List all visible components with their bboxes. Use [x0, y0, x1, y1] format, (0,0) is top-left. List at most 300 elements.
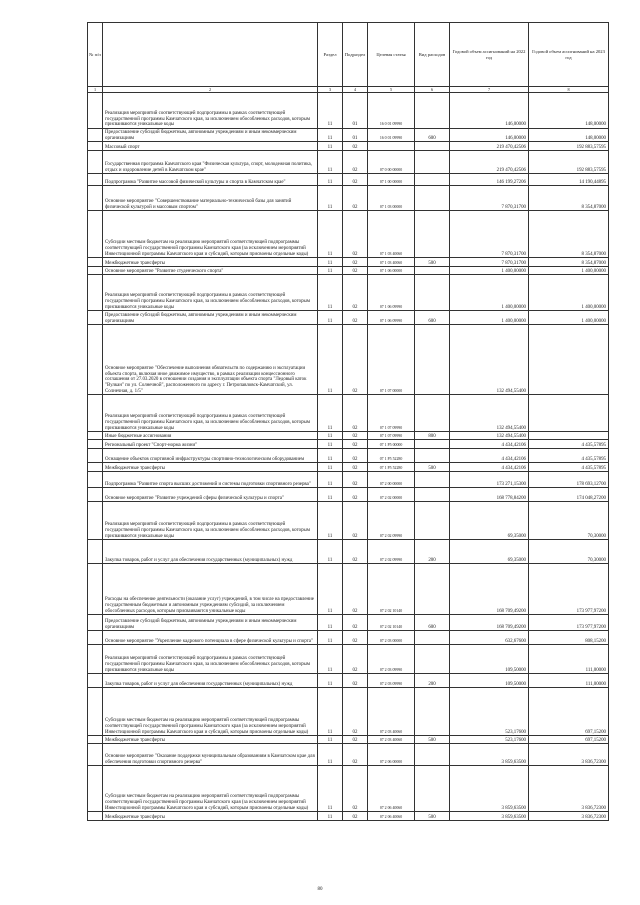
- table-row: [88, 736, 609, 744]
- row-razdel: 11: [318, 736, 343, 744]
- row-vr: 500: [415, 258, 450, 267]
- table-row: [88, 645, 609, 674]
- row-vr: 200: [415, 674, 450, 688]
- row-name: Предоставление субсидий бюджетным, автономным учреждениям и иным некоммерческим организациям: [103, 615, 318, 631]
- row-razdel: 11: [318, 174, 343, 186]
- row-value-2023: 192 883,57595: [529, 151, 609, 174]
- row-razdel: 11: [318, 186, 343, 211]
- row-vr: [415, 174, 450, 186]
- row-razdel: 11: [318, 540, 343, 564]
- row-vr: 500: [415, 736, 450, 744]
- row-number: [88, 564, 103, 615]
- row-podrazdel: 02: [343, 432, 368, 440]
- row-value-2022: 4 434,42106: [450, 440, 529, 449]
- table-row: [88, 631, 609, 645]
- row-value-2023: 8 354,87000: [529, 186, 609, 211]
- row-podrazdel: 02: [343, 463, 368, 472]
- row-podrazdel: 02: [343, 631, 368, 645]
- row-value-2023: 173 977,97200: [529, 615, 609, 631]
- row-vr: 600: [415, 129, 450, 142]
- row-name: Расходы на обеспечение деятельности (оказание услуг) учреждений, в том числе на предоставление государственным бюджетным и автономным учреждениям субсидий, за исключением обособленных расходов, которым присваиваются уникальные коды: [103, 564, 318, 615]
- table-row: [88, 502, 609, 540]
- row-razdel: 11: [318, 267, 343, 275]
- row-razdel: 11: [318, 449, 343, 463]
- row-number: [88, 449, 103, 463]
- row-podrazdel: 02: [343, 688, 368, 736]
- row-name: Предоставление субсидий бюджетным, автономным учреждениям и иным некоммерческим организациям: [103, 129, 318, 142]
- row-name: Реализация мероприятий соответствующей подпрограммы в рамках соответствующей государственной программы Камчатского края, за исключением обособленных расходов, которым присваиваются уникальные коды: [103, 93, 318, 129]
- column-number: 6: [415, 87, 450, 93]
- row-razdel: 11: [318, 502, 343, 540]
- row-razdel: 11: [318, 631, 343, 645]
- header-2023: Годовой объем ассигнований на 2023 год: [529, 23, 609, 87]
- table-row: [88, 674, 609, 688]
- row-razdel: 11: [318, 488, 343, 502]
- row-number: [88, 766, 103, 812]
- row-razdel: 11: [318, 129, 343, 142]
- row-vr: 200: [415, 540, 450, 564]
- row-number: [88, 211, 103, 258]
- row-name: Закупка товаров, работ и услуг для обеспечения государственных (муниципальных) нужд: [103, 674, 318, 688]
- column-number: 7: [450, 87, 529, 93]
- row-vr: [415, 766, 450, 812]
- row-value-2022: 1 400,00000: [450, 267, 529, 275]
- row-csr: 07 2 03 40060: [368, 688, 415, 736]
- row-value-2022: 173 271,15300: [450, 472, 529, 488]
- row-podrazdel: 02: [343, 615, 368, 631]
- table-row: [88, 174, 609, 186]
- row-razdel: 11: [318, 564, 343, 615]
- row-vr: [415, 564, 450, 615]
- row-podrazdel: 02: [343, 812, 368, 821]
- table-row: [88, 688, 609, 736]
- row-value-2023: 14 190,44895: [529, 174, 609, 186]
- row-value-2023: 4 435,57895: [529, 440, 609, 449]
- row-csr: 16 0 01 09990: [368, 129, 415, 142]
- header-2022: Годовой объем ассигнований на 2022 год: [450, 23, 529, 87]
- table-row: [88, 129, 609, 142]
- column-number: 5: [368, 87, 415, 93]
- row-value-2023: 111,00000: [529, 674, 609, 688]
- row-value-2022: 1 400,00000: [450, 311, 529, 325]
- page-number: 80: [317, 887, 323, 892]
- row-csr: 07 1 07 09990: [368, 432, 415, 440]
- column-number: 2: [103, 87, 318, 93]
- row-name: Основное мероприятие "Обеспечение выполнения обязательств по содержанию и эксплуатации объекта спорта, включая иное движимое имущество, в рамках реализации концессионного соглашения от 27.03.2020 в отношении создания и эксплуатации объекта спорта "Ледовый каток "Вулкан" по ул. Солнечной", расположенного по адресу г. Петропавловск-Камчатский, ул. Солнечная, д. 1/5": [103, 325, 318, 395]
- row-value-2023: 174 048,27200: [529, 488, 609, 502]
- row-number: [88, 275, 103, 311]
- table-row: [88, 186, 609, 211]
- row-value-2022: 132 494,55400: [450, 395, 529, 432]
- table-row: [88, 812, 609, 821]
- row-number: [88, 267, 103, 275]
- row-name: Реализация мероприятий соответствующей подпрограммы в рамках соответствующей государственной программы Камчатского края, за исключением обособленных расходов, которым присваиваются уникальные коды: [103, 645, 318, 674]
- row-podrazdel: 02: [343, 325, 368, 395]
- row-vr: [415, 151, 450, 174]
- row-podrazdel: 02: [343, 766, 368, 812]
- row-name: Предоставление субсидий бюджетным, автономным учреждениям и иным некоммерческим организациям: [103, 311, 318, 325]
- row-vr: 800: [415, 432, 450, 440]
- row-value-2022: 7 870,31700: [450, 258, 529, 267]
- table-row: [88, 258, 609, 267]
- row-vr: [415, 688, 450, 736]
- row-number: [88, 325, 103, 395]
- row-name: Субсидии местным бюджетам на реализацию мероприятий соответствующей подпрограммы соответствующей государственной программы Камчатского края (за исключением мероприятий Инвестиционной программы Камчатского края и субсидий, которым присвоены отдельные коды): [103, 211, 318, 258]
- row-name: Межбюджетные трансферты: [103, 463, 318, 472]
- row-value-2023: 3 836,72300: [529, 812, 609, 821]
- row-razdel: 11: [318, 766, 343, 812]
- row-vr: 600: [415, 615, 450, 631]
- row-value-2023: 148,00000: [529, 129, 609, 142]
- row-razdel: 11: [318, 645, 343, 674]
- row-value-2023: 697,15200: [529, 736, 609, 744]
- row-number: [88, 688, 103, 736]
- row-value-2022: 1 400,00000: [450, 275, 529, 311]
- row-value-2022: 168 778,84200: [450, 488, 529, 502]
- row-csr: 16 0 01 09990: [368, 93, 415, 129]
- header-name: [103, 23, 318, 87]
- row-podrazdel: 02: [343, 151, 368, 174]
- row-vr: 500: [415, 463, 450, 472]
- row-podrazdel: 02: [343, 645, 368, 674]
- row-vr: [415, 142, 450, 151]
- row-name: Реализация мероприятий соответствующей подпрограммы в рамках соответствующей государственной программы Камчатского края, за исключением обособленных расходов, которым присваиваются уникальные коды: [103, 275, 318, 311]
- row-csr: 07 1 07 00000: [368, 325, 415, 395]
- row-value-2023: 4 435,57895: [529, 463, 609, 472]
- row-podrazdel: 02: [343, 211, 368, 258]
- row-razdel: 11: [318, 472, 343, 488]
- header-num: № п/п: [88, 23, 103, 87]
- column-number: 4: [343, 87, 368, 93]
- row-value-2023: 148,00000: [529, 93, 609, 129]
- row-value-2022: 523,17600: [450, 688, 529, 736]
- row-csr: [368, 142, 415, 151]
- row-vr: [415, 472, 450, 488]
- table-row: [88, 275, 609, 311]
- row-number: [88, 472, 103, 488]
- row-razdel: 11: [318, 275, 343, 311]
- row-number: [88, 488, 103, 502]
- header-vr: Вид расходов: [415, 23, 450, 87]
- table-row: [88, 325, 609, 395]
- row-name: Массовый спорт: [103, 142, 318, 151]
- row-number: [88, 432, 103, 440]
- row-value-2023: 4 435,57895: [529, 449, 609, 463]
- row-value-2022: 109,50000: [450, 645, 529, 674]
- row-number: [88, 631, 103, 645]
- row-podrazdel: 02: [343, 142, 368, 151]
- row-number: [88, 615, 103, 631]
- row-csr: 07 2 02 10140: [368, 564, 415, 615]
- table-body: [88, 93, 609, 821]
- row-vr: [415, 325, 450, 395]
- row-number: [88, 463, 103, 472]
- row-name: Государственная программа Камчатского края "Физическая культура, спорт, молодежная политика, отдых и оздоровление детей в Камчатском крае": [103, 151, 318, 174]
- row-name: Субсидии местным бюджетам на реализацию мероприятий соответствующей подпрограммы соответствующей государственной программы Камчатского края (за исключением мероприятий Инвестиционной программы Камчатского края и субсидий, которым присвоены отдельные коды): [103, 688, 318, 736]
- row-razdel: 11: [318, 258, 343, 267]
- row-razdel: 11: [318, 142, 343, 151]
- row-value-2023: 1 400,00000: [529, 267, 609, 275]
- row-csr: 07 2 02 09990: [368, 540, 415, 564]
- row-value-2023: 192 883,57595: [529, 142, 609, 151]
- row-name: Иные бюджетные ассигнования: [103, 432, 318, 440]
- row-value-2022: 69,35000: [450, 502, 529, 540]
- row-number: [88, 93, 103, 129]
- row-value-2022: 3 859,63500: [450, 744, 529, 766]
- row-number: [88, 645, 103, 674]
- row-name: Основное мероприятие "Развитие учреждений сферы физической культуры и спорта": [103, 488, 318, 502]
- row-vr: 600: [415, 311, 450, 325]
- table-row: [88, 540, 609, 564]
- row-name: Межбюджетные трансферты: [103, 736, 318, 744]
- row-csr: 07 2 06 40060: [368, 766, 415, 812]
- row-value-2022: 632,67600: [450, 631, 529, 645]
- column-number: 1: [88, 87, 103, 93]
- row-value-2022: 7 870,31700: [450, 186, 529, 211]
- row-value-2023: 173 977,97200: [529, 564, 609, 615]
- row-podrazdel: 02: [343, 502, 368, 540]
- row-razdel: 11: [318, 615, 343, 631]
- row-name: Подпрограмма "Развитие спорта высших достижений и системы подготовки спортивного резерва": [103, 472, 318, 488]
- row-number: [88, 812, 103, 821]
- row-value-2022: 168 709,49200: [450, 564, 529, 615]
- row-number: [88, 142, 103, 151]
- row-number: [88, 395, 103, 432]
- table-row: [88, 142, 609, 151]
- row-value-2022: 168 709,49200: [450, 615, 529, 631]
- row-podrazdel: 02: [343, 564, 368, 615]
- row-podrazdel: 02: [343, 674, 368, 688]
- table-row: [88, 449, 609, 463]
- row-csr: 07 1 00 00000: [368, 174, 415, 186]
- row-podrazdel: 02: [343, 736, 368, 744]
- row-name: Реализация мероприятий соответствующей подпрограммы в рамках соответствующей государственной программы Камчатского края, за исключением обособленных расходов, которым присваиваются уникальные коды: [103, 502, 318, 540]
- table-row: [88, 744, 609, 766]
- row-name: Оснащение объектов спортивной инфраструктуры спортивно-технологическим оборудованием: [103, 449, 318, 463]
- row-name: Основное мероприятие "Совершенствование материально-технической базы для занятий физической культурой и массовым спортом": [103, 186, 318, 211]
- table-row: [88, 395, 609, 432]
- row-value-2023: 8 354,87000: [529, 211, 609, 258]
- row-vr: [415, 267, 450, 275]
- row-vr: [415, 488, 450, 502]
- table-row: [88, 766, 609, 812]
- table-row: [88, 440, 609, 449]
- row-value-2022: 69,35000: [450, 540, 529, 564]
- row-vr: [415, 631, 450, 645]
- row-number: [88, 311, 103, 325]
- row-name: Подпрограмма "Развитие массовой физической культуры и спорта в Камчатском крае": [103, 174, 318, 186]
- row-razdel: 11: [318, 395, 343, 432]
- row-value-2023: 70,30000: [529, 502, 609, 540]
- row-vr: [415, 275, 450, 311]
- row-csr: 07 2 03 09990: [368, 645, 415, 674]
- row-vr: [415, 645, 450, 674]
- row-razdel: 11: [318, 432, 343, 440]
- table-row: [88, 311, 609, 325]
- row-vr: [415, 211, 450, 258]
- row-podrazdel: 02: [343, 267, 368, 275]
- budget-table: [87, 22, 609, 821]
- row-value-2022: 4 434,42106: [450, 449, 529, 463]
- row-vr: [415, 186, 450, 211]
- row-value-2023: 178 693,12700: [529, 472, 609, 488]
- row-vr: [415, 440, 450, 449]
- row-value-2023: 1 400,00000: [529, 311, 609, 325]
- row-csr: 07 1 06 09990: [368, 311, 415, 325]
- row-number: [88, 151, 103, 174]
- row-razdel: 11: [318, 325, 343, 395]
- row-value-2023: 70,30000: [529, 540, 609, 564]
- row-name: Региональный проект "Спорт-норма жизни": [103, 440, 318, 449]
- row-csr: 07 1 06 00000: [368, 267, 415, 275]
- row-value-2022: 7 870,31700: [450, 211, 529, 258]
- row-csr: 07 1 03 40060: [368, 258, 415, 267]
- table-row: [88, 615, 609, 631]
- row-name: Реализация мероприятий соответствующей подпрограммы в рамках соответствующей государственной программы Камчатского края, за исключением обособленных расходов, которым присваиваются уникальные коды: [103, 395, 318, 432]
- row-csr: 07 1 03 40060: [368, 211, 415, 258]
- row-value-2023: 8 354,87000: [529, 258, 609, 267]
- row-vr: 500: [415, 812, 450, 821]
- row-value-2023: 1 400,00000: [529, 275, 609, 311]
- row-number: [88, 186, 103, 211]
- row-csr: 07 0 00 00000: [368, 151, 415, 174]
- row-value-2023: [529, 432, 609, 440]
- row-value-2022: 3 859,63500: [450, 812, 529, 821]
- row-csr: 07 1 P5 52280: [368, 463, 415, 472]
- row-value-2022: 219 470,42506: [450, 151, 529, 174]
- row-value-2023: 111,00000: [529, 645, 609, 674]
- row-number: [88, 540, 103, 564]
- row-podrazdel: 02: [343, 258, 368, 267]
- row-number: [88, 674, 103, 688]
- table-row: [88, 564, 609, 615]
- row-razdel: 11: [318, 674, 343, 688]
- row-value-2022: 146,00000: [450, 93, 529, 129]
- row-podrazdel: 01: [343, 93, 368, 129]
- row-podrazdel: 02: [343, 311, 368, 325]
- table-row: [88, 267, 609, 275]
- row-vr: [415, 395, 450, 432]
- row-value-2022: 132 494,55400: [450, 325, 529, 395]
- table-row: [88, 432, 609, 440]
- row-value-2023: [529, 395, 609, 432]
- table-row: [88, 488, 609, 502]
- row-csr: 07 1 07 09990: [368, 395, 415, 432]
- row-value-2023: [529, 325, 609, 395]
- row-name: Межбюджетные трансферты: [103, 812, 318, 821]
- row-podrazdel: 02: [343, 395, 368, 432]
- row-name: Основное мероприятие "Укрепление кадрового потенциала в сфере физической культуры и спорта": [103, 631, 318, 645]
- row-value-2022: 3 859,63500: [450, 766, 529, 812]
- row-podrazdel: 02: [343, 275, 368, 311]
- table-row: [88, 151, 609, 174]
- row-csr: 07 1 P5 00000: [368, 440, 415, 449]
- row-podrazdel: 02: [343, 449, 368, 463]
- row-razdel: 11: [318, 688, 343, 736]
- row-csr: 07 2 03 00000: [368, 631, 415, 645]
- row-value-2022: 109,50000: [450, 674, 529, 688]
- row-name: Основное мероприятие "Оказание поддержки муниципальным образованиям в Камчатском крае для обеспечения подготовки спортивного резерва": [103, 744, 318, 766]
- row-number: [88, 736, 103, 744]
- header-csr: Целевая статья: [368, 23, 415, 87]
- row-value-2022: 219 470,42506: [450, 142, 529, 151]
- row-number: [88, 174, 103, 186]
- row-value-2023: 697,15200: [529, 688, 609, 736]
- row-number: [88, 502, 103, 540]
- row-csr: 07 1 03 00000: [368, 186, 415, 211]
- column-number: 8: [529, 87, 609, 93]
- row-csr: 07 2 00 00000: [368, 472, 415, 488]
- row-number: [88, 440, 103, 449]
- row-csr: 07 1 06 09990: [368, 275, 415, 311]
- row-number: [88, 744, 103, 766]
- header-podrazdel: Подраздел: [343, 23, 368, 87]
- row-value-2023: 3 836,72300: [529, 744, 609, 766]
- row-razdel: 11: [318, 463, 343, 472]
- row-number: [88, 129, 103, 142]
- table-header: [88, 23, 609, 93]
- row-csr: 07 2 06 00000: [368, 744, 415, 766]
- row-vr: [415, 449, 450, 463]
- row-value-2022: 132 494,55400: [450, 432, 529, 440]
- row-value-2023: 3 836,72300: [529, 766, 609, 812]
- row-name: Закупка товаров, работ и услуг для обеспечения государственных (муниципальных) нужд: [103, 540, 318, 564]
- row-podrazdel: 02: [343, 488, 368, 502]
- table-row: [88, 211, 609, 258]
- row-csr: 07 2 02 09990: [368, 502, 415, 540]
- row-csr: 07 2 02 00000: [368, 488, 415, 502]
- row-csr: 07 2 02 10140: [368, 615, 415, 631]
- row-csr: 07 1 P5 52280: [368, 449, 415, 463]
- row-podrazdel: 02: [343, 186, 368, 211]
- row-podrazdel: 02: [343, 540, 368, 564]
- row-razdel: 11: [318, 93, 343, 129]
- header-razdel: Раздел: [318, 23, 343, 87]
- row-razdel: 11: [318, 440, 343, 449]
- row-value-2022: 146 199,27206: [450, 174, 529, 186]
- row-csr: 07 2 03 09990: [368, 674, 415, 688]
- row-name: Основное мероприятие "Развитие студенческого спорта": [103, 267, 318, 275]
- row-razdel: 11: [318, 311, 343, 325]
- row-number: [88, 258, 103, 267]
- table-row: [88, 472, 609, 488]
- row-podrazdel: 02: [343, 472, 368, 488]
- row-csr: 07 2 06 40060: [368, 812, 415, 821]
- table-row: [88, 463, 609, 472]
- row-razdel: 11: [318, 211, 343, 258]
- row-razdel: 11: [318, 151, 343, 174]
- budget-table-container: [87, 22, 608, 821]
- row-value-2022: 523,17600: [450, 736, 529, 744]
- row-podrazdel: 02: [343, 744, 368, 766]
- row-podrazdel: 02: [343, 440, 368, 449]
- row-value-2022: 4 434,42106: [450, 463, 529, 472]
- row-value-2022: 146,00000: [450, 129, 529, 142]
- row-razdel: 11: [318, 812, 343, 821]
- row-name: Межбюджетные трансферты: [103, 258, 318, 267]
- row-vr: [415, 502, 450, 540]
- row-name: Субсидии местным бюджетам на реализацию мероприятий соответствующей подпрограммы соответствующей государственной программы Камчатского края (за исключением мероприятий Инвестиционной программы Камчатского края и субсидий, которым присвоены отдельные коды): [103, 766, 318, 812]
- row-razdel: 11: [318, 744, 343, 766]
- row-vr: [415, 744, 450, 766]
- row-value-2023: 808,15200: [529, 631, 609, 645]
- column-number: 3: [318, 87, 343, 93]
- row-vr: [415, 93, 450, 129]
- row-podrazdel: 01: [343, 129, 368, 142]
- row-csr: 07 2 03 40060: [368, 736, 415, 744]
- row-podrazdel: 02: [343, 174, 368, 186]
- table-row: [88, 93, 609, 129]
